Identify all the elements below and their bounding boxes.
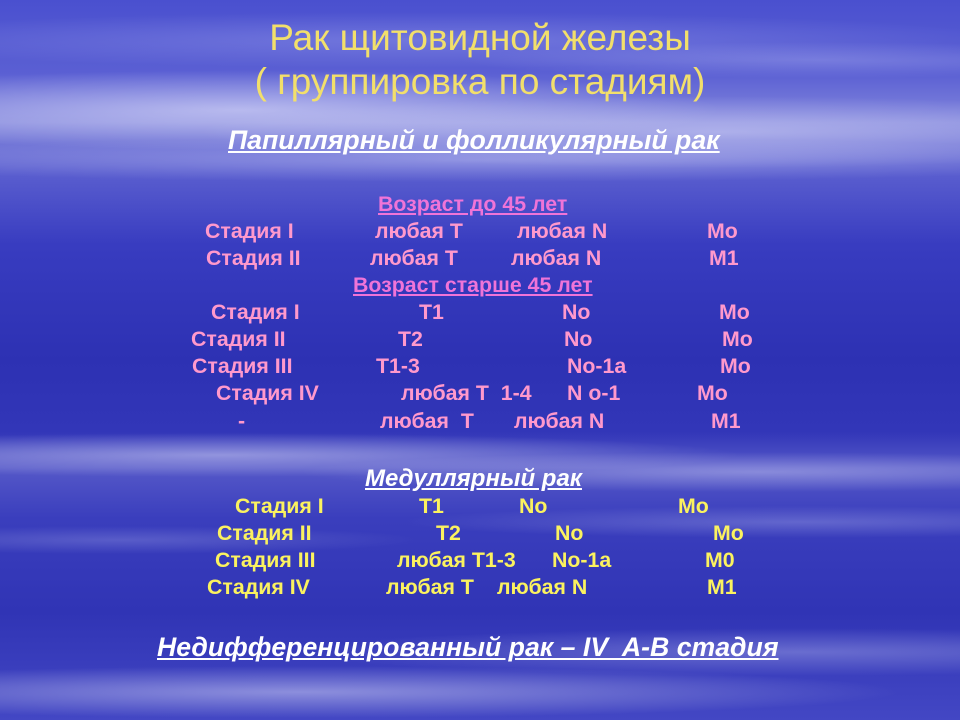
m-value: Mo bbox=[720, 354, 751, 378]
t-value: T1 bbox=[419, 494, 444, 518]
m-value: M1 bbox=[707, 575, 737, 599]
medullary-row bbox=[0, 548, 960, 572]
papillary-heading: Папиллярный и фолликулярный рак bbox=[228, 125, 720, 155]
papillary-over45-row bbox=[0, 327, 960, 351]
n-value: No bbox=[519, 494, 548, 518]
m-value: Mo bbox=[722, 327, 753, 351]
stage-label: Стадия III bbox=[192, 354, 293, 378]
t-value: любая T bbox=[375, 219, 463, 243]
medullary-heading: Медуллярный рак bbox=[365, 465, 582, 492]
m-value: Mo bbox=[707, 219, 738, 243]
stage-label: Стадия II bbox=[217, 521, 312, 545]
stage-label: Стадия II bbox=[206, 246, 301, 270]
n-value: любая N bbox=[514, 409, 605, 433]
t-value: любая T1-3 bbox=[397, 548, 516, 572]
m-value: Mo bbox=[678, 494, 709, 518]
title-line-1: Рак щитовидной железы bbox=[269, 17, 691, 58]
undifferentiated-note: Недифференцированный рак – IV A-B стадия bbox=[157, 632, 779, 662]
m-value: M0 bbox=[705, 548, 735, 572]
m-value: M1 bbox=[711, 409, 741, 433]
m-value: Mo bbox=[697, 381, 728, 405]
age-over-45-label: Возраст старше 45 лет bbox=[353, 273, 593, 297]
m-value: Mo bbox=[713, 521, 744, 545]
stage-label: Стадия IV bbox=[216, 381, 319, 405]
t-value: T1-3 bbox=[376, 354, 420, 378]
papillary-under45-row bbox=[0, 219, 960, 243]
t-value: любая T bbox=[386, 575, 474, 599]
stage-label: Стадия I bbox=[235, 494, 324, 518]
papillary-under45-row bbox=[0, 246, 960, 270]
papillary-over45-row bbox=[0, 409, 960, 433]
n-value: N o-1 bbox=[567, 381, 621, 405]
stage-label: - bbox=[238, 409, 246, 433]
stage-label: Стадия I bbox=[205, 219, 294, 243]
n-value: No bbox=[562, 300, 591, 324]
slide-title bbox=[0, 16, 960, 104]
n-value: любая N bbox=[511, 246, 602, 270]
n-value: любая N bbox=[517, 219, 608, 243]
papillary-over45-row bbox=[0, 300, 960, 324]
n-value: любая N bbox=[497, 575, 588, 599]
title-line-2: ( группировка по стадиям) bbox=[254, 61, 706, 102]
t-value: любая T bbox=[380, 409, 474, 433]
t-value: T1 bbox=[419, 300, 444, 324]
medullary-row bbox=[0, 494, 960, 518]
age-under-45-label: Возраст до 45 лет bbox=[378, 192, 568, 216]
papillary-over45-row bbox=[0, 381, 960, 405]
t-value: T2 bbox=[436, 521, 461, 545]
stage-label: Стадия IV bbox=[207, 575, 310, 599]
n-value: No-1a bbox=[552, 548, 612, 572]
medullary-row bbox=[0, 575, 960, 599]
stage-label: Стадия I bbox=[211, 300, 300, 324]
t-value: любая T 1-4 bbox=[401, 381, 532, 405]
n-value: No bbox=[564, 327, 593, 351]
medullary-row bbox=[0, 521, 960, 545]
stage-label: Стадия III bbox=[215, 548, 316, 572]
papillary-over45-row bbox=[0, 354, 960, 378]
m-value: M1 bbox=[709, 246, 739, 270]
stage-label: Стадия II bbox=[191, 327, 286, 351]
n-value: No bbox=[555, 521, 584, 545]
t-value: любая T bbox=[370, 246, 458, 270]
m-value: Mo bbox=[719, 300, 750, 324]
t-value: T2 bbox=[398, 327, 423, 351]
n-value: No-1a bbox=[567, 354, 627, 378]
